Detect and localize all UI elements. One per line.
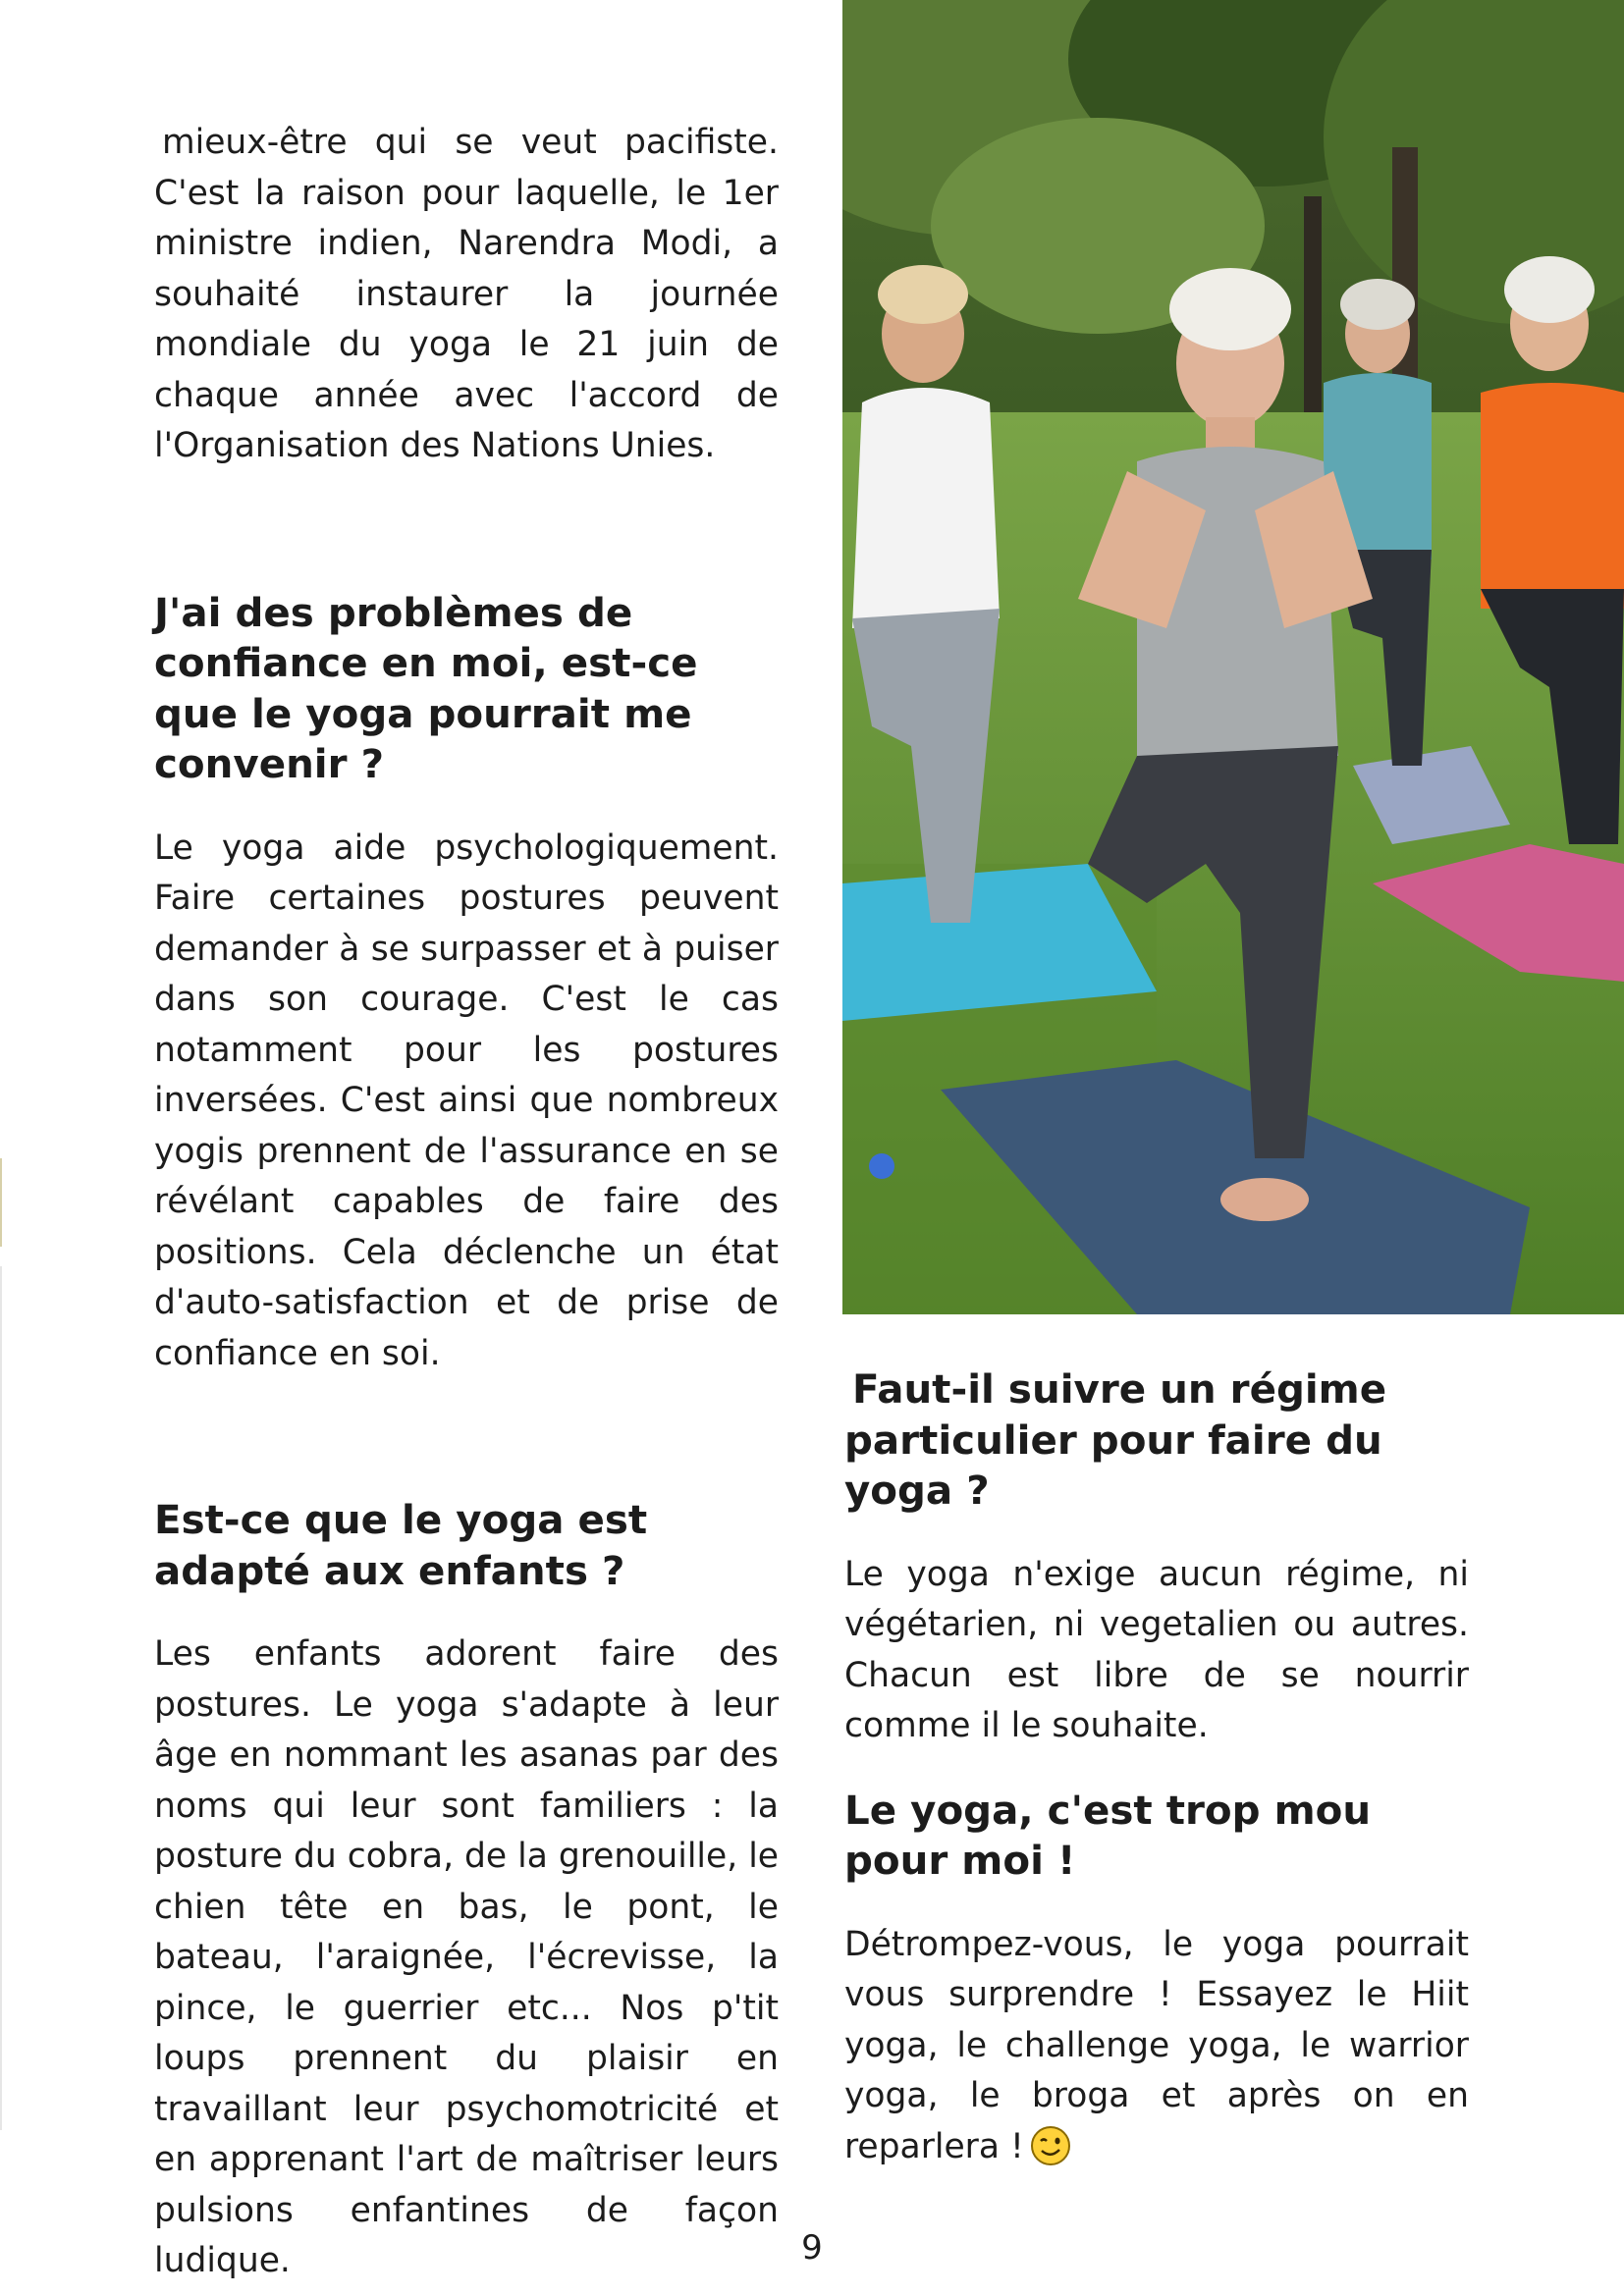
right-column — [844, 1364, 1469, 2172]
too-soft-text: Détrompez-vous, le yoga pourrait vous surprendre ! Essayez le Hiit yoga, le challenge yoga, le warrior yoga, le broga et après on en reparlera ! — [844, 1924, 1469, 2166]
yoga-seniors-photo — [842, 0, 1624, 1314]
too-soft-heading: Le yoga, c'est trop mou pour moi ! — [844, 1787, 1372, 1884]
left-column — [154, 118, 779, 2287]
page-edge-mark — [0, 1158, 2, 1247]
confidence-heading: J'ai des problèmes de confiance en moi, est-ce que le yoga pourrait me convenir ? — [154, 589, 698, 787]
page-edge-mark — [0, 1266, 2, 2130]
diet-paragraph: Le yoga n'exige aucun régime, ni végétarien, ni vegetalien ou autres. Chacun est libre de se nourrir comme il le souhaite. — [844, 1554, 1469, 1745]
children-paragraph: Les enfants adorent faire des postures. Le yoga s'adapte à leur âge en nommant les asanas par des noms qui leur sont familiers : la posture du cobra, de la grenouille, le chien tête en bas, le pont, le bateau, l'araignée, l'écrevisse, la pince, le guerrier etc... Nos p'tit loups prennent du plaisir en travaillant leur psychomotricité et en apprenant l'art de maîtriser leurs pulsions enfantines de façon ludique. — [154, 1634, 779, 2280]
too-soft-paragraph — [844, 1920, 1469, 2173]
winking-face-icon — [1030, 2125, 1071, 2166]
children-heading: Est-ce que le yoga est adapté aux enfants ? — [154, 1497, 648, 1594]
diet-heading: Faut-il suivre un régime particulier pour faire du yoga ? — [844, 1366, 1387, 1514]
confidence-paragraph: Le yoga aide psychologiquement. Faire certaines postures peuvent demander à se surpasser et à puiser dans son courage. C'est le cas notamment pour les postures inversées. C'est ainsi que nombreux yogis prennent de l'assurance en se révélant capables de faire des positions. Cela déclenche un état d'auto-satisfaction et de prise de confiance en soi. — [154, 828, 779, 1373]
intro-paragraph: mieux-être qui se veut pacifiste. C'est la raison pour laquelle, le 1er ministre indien, Narendra Modi, a souhaité instaurer la journée mondiale du yoga le 21 juin de chaque année avec l'accord de l'Organisation des Nations Unies. — [154, 123, 779, 465]
page-number: 9 — [801, 2228, 823, 2268]
